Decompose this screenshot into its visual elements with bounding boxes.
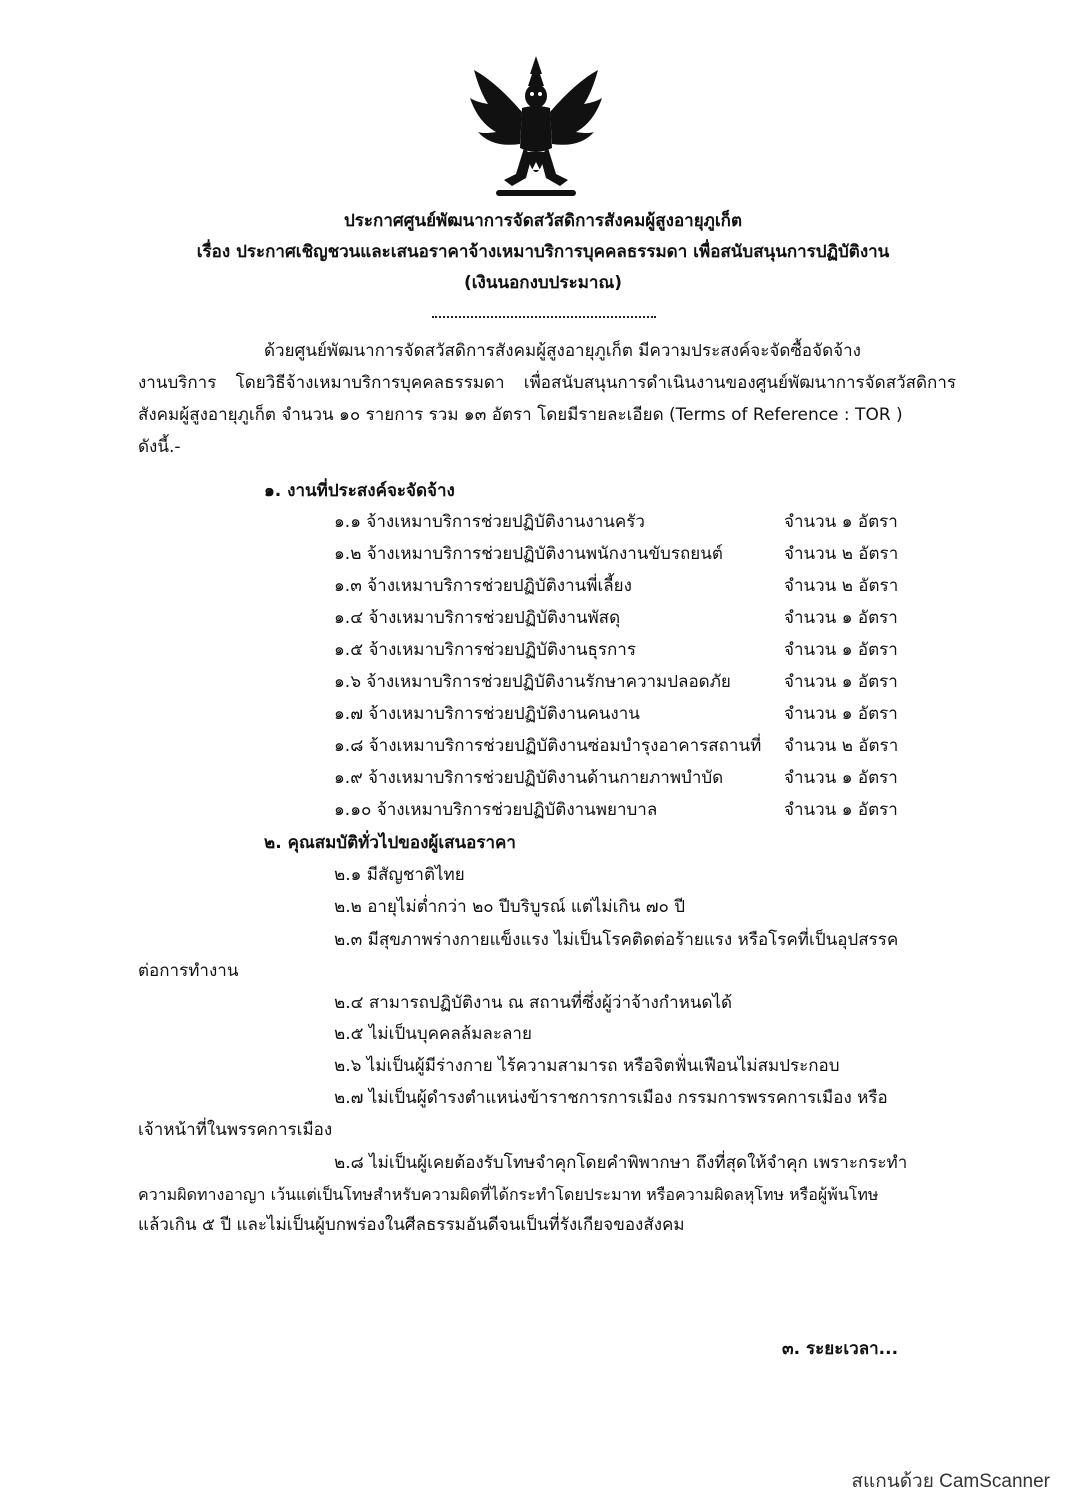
qualification-2-7: ๒.๗ ไม่เป็นผู้ดำรงตำแหน่งข้าราชการการเมือง กรรมการพรรคการเมือง หรือ bbox=[334, 1088, 888, 1108]
qualification-2-3-cont: ต่อการทำงาน bbox=[138, 961, 239, 981]
job-label: ๑.๖ จ้างเหมาบริการช่วยปฏิบัติงานรักษาความปลอดภัย bbox=[334, 672, 731, 692]
job-count: จำนวน ๑ อัตรา bbox=[784, 704, 898, 724]
qualification-2-2: ๒.๒ อายุไม่ต่ำกว่า ๒๐ ปีบริบูรณ์ แต่ไม่เกิน ๗๐ ปี bbox=[334, 897, 686, 917]
qualification-2-8: ๒.๘ ไม่เป็นผู้เคยต้องรับโทษจำคุกโดยคำพิพากษา ถึงที่สุดให้จำคุก เพราะกระทำ bbox=[334, 1153, 908, 1173]
job-count: จำนวน ๒ อัตรา bbox=[784, 544, 899, 564]
job-count: จำนวน ๑ อัตรา bbox=[784, 640, 898, 660]
section-2-heading: ๒. คุณสมบัติทั่วไปของผู้เสนอราคา bbox=[264, 833, 516, 853]
job-label: ๑.๑๐ จ้างเหมาบริการช่วยปฏิบัติงานพยาบาล bbox=[334, 800, 658, 820]
job-count: จำนวน ๑ อัตรา bbox=[784, 672, 898, 692]
announcement-subject: เรื่อง ประกาศเชิญชวนและเสนอราคาจ้างเหมาบริการบุคคลธรรมดา เพื่อสนับสนุนการปฏิบัติงาน bbox=[196, 242, 890, 262]
job-count: จำนวน ๑ อัตรา bbox=[784, 768, 898, 788]
job-count: จำนวน ๒ อัตรา bbox=[784, 736, 899, 756]
job-count: จำนวน ๑ อัตรา bbox=[784, 512, 898, 532]
garuda-emblem-icon bbox=[466, 52, 606, 202]
qualification-2-8-cont-2: แล้วเกิน ๕ ปี และไม่เป็นผู้บกพร่องในศีลธรรมอันดีจนเป็นที่รังเกียจของสังคม bbox=[138, 1215, 685, 1235]
qualification-2-3: ๒.๓ มีสุขภาพร่างกายแข็งแรง ไม่เป็นโรคติดต่อร้ายแรง หรือโรคที่เป็นอุปสรรค bbox=[334, 930, 899, 950]
job-label: ๑.๑ จ้างเหมาบริการช่วยปฏิบัติงานงานครัว bbox=[334, 512, 645, 532]
next-page-marker: ๓. ระยะเวลา... bbox=[782, 1339, 899, 1359]
budget-note: (เงินนอกงบประมาณ) bbox=[463, 273, 623, 293]
intro-line-4: ดังนี้.- bbox=[138, 437, 181, 457]
job-label: ๑.๔ จ้างเหมาบริการช่วยปฏิบัติงานพัสดุ bbox=[334, 608, 621, 628]
section-1-heading: ๑. งานที่ประสงค์จะจัดจ้าง bbox=[264, 481, 455, 501]
intro-line-2: งานบริการ โดยวิธีจ้างเหมาบริการบุคคลธรรมดา เพื่อสนับสนุนการดำเนินงานของศูนย์พัฒนาการจัดสวัสดิการ bbox=[138, 373, 956, 393]
qualification-2-1: ๒.๑ มีสัญชาติไทย bbox=[334, 865, 465, 885]
job-label: ๑.๕ จ้างเหมาบริการช่วยปฏิบัติงานธุรการ bbox=[334, 640, 636, 660]
job-count: จำนวน ๑ อัตรา bbox=[784, 608, 898, 628]
job-label: ๑.๓ จ้างเหมาบริการช่วยปฏิบัติงานพี่เลี้ยง bbox=[334, 576, 632, 596]
job-label: ๑.๙ จ้างเหมาบริการช่วยปฏิบัติงานด้านกายภาพบำบัด bbox=[334, 768, 724, 788]
qualification-2-5: ๒.๕ ไม่เป็นบุคคลล้มละลาย bbox=[334, 1024, 532, 1044]
qualification-2-7-cont: เจ้าหน้าที่ในพรรคการเมือง bbox=[138, 1120, 333, 1140]
qualification-2-8-cont-1: ความผิดทางอาญา เว้นแต่เป็นโทษสำหรับความผิดที่ได้กระทำโดยประมาท หรือความผิดลหุโทษ หรือผู้พ้นโทษ bbox=[138, 1185, 879, 1204]
qualification-2-6: ๒.๖ ไม่เป็นผู้มีร่างกาย ไร้ความสามารถ หรือจิตฟั่นเฟือนไม่สมประกอบ bbox=[334, 1056, 840, 1076]
announcement-title: ประกาศศูนย์พัฒนาการจัดสวัสดิการสังคมผู้สูงอายุภูเก็ต bbox=[343, 211, 743, 231]
job-count: จำนวน ๑ อัตรา bbox=[784, 800, 898, 820]
qualification-2-4: ๒.๔ สามารถปฏิบัติงาน ณ สถานที่ซึ่งผู้ว่าจ้างกำหนดได้ bbox=[334, 993, 733, 1013]
job-label: ๑.๒ จ้างเหมาบริการช่วยปฏิบัติงานพนักงานขับรถยนต์ bbox=[334, 544, 723, 564]
intro-line-1: ด้วยศูนย์พัฒนาการจัดสวัสดิการสังคมผู้สูงอายุภูเก็ต มีความประสงค์จะจัดซื้อจัดจ้าง bbox=[264, 341, 861, 361]
scanner-watermark: สแกนด้วย CamScanner bbox=[851, 1471, 1050, 1492]
job-label: ๑.๘ จ้างเหมาบริการช่วยปฏิบัติงานซ่อมบำรุงอาคารสถานที่ bbox=[334, 736, 762, 756]
job-count: จำนวน ๒ อัตรา bbox=[784, 576, 899, 596]
intro-line-3: สังคมผู้สูงอายุภูเก็ต จำนวน ๑๐ รายการ รวม ๑๓ อัตรา โดยมีรายละเอียด (Terms of Reference : TOR ) bbox=[138, 405, 903, 425]
title-divider bbox=[432, 316, 656, 318]
job-label: ๑.๗ จ้างเหมาบริการช่วยปฏิบัติงานคนงาน bbox=[334, 704, 640, 724]
